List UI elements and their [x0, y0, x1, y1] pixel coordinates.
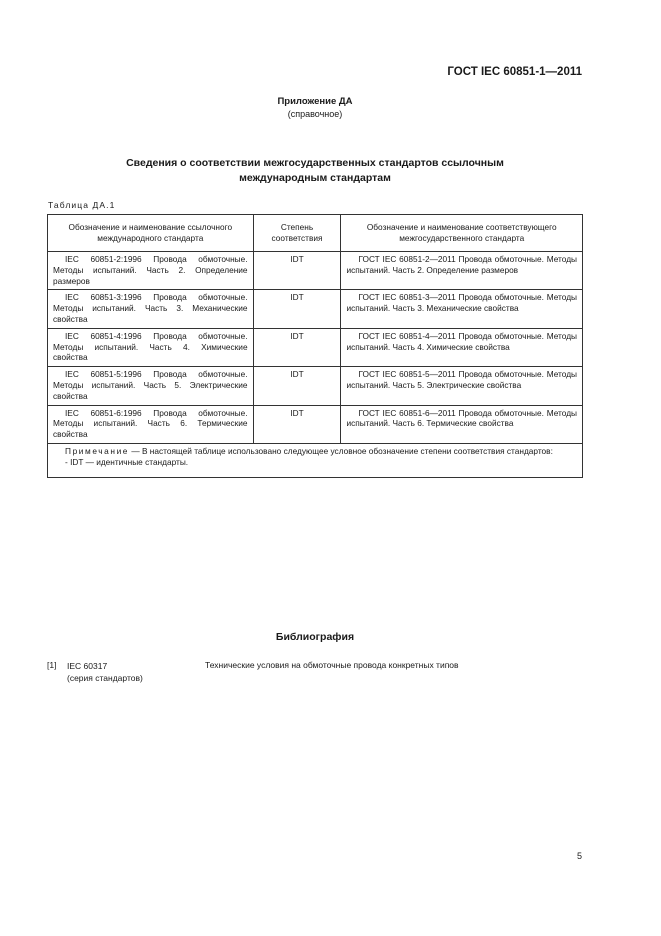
- table-row: [48, 328, 583, 366]
- table-row: [48, 367, 583, 405]
- cell-gost-standard: ГОСТ IEC 60851-5—2011 Провода обмоточные. Методы испытаний. Часть 5. Электрические свойства: [341, 367, 583, 405]
- header-intl-standard: [48, 215, 254, 252]
- cell-gost-standard: ГОСТ IEC 60851-2—2011 Провода обмоточные. Методы испытаний. Часть 2. Определение размеров: [341, 252, 583, 290]
- section-title: [90, 156, 540, 186]
- cell-gost-standard: ГОСТ IEC 60851-6—2011 Провода обмоточные. Методы испытаний. Часть 6. Термические свойства: [341, 405, 583, 443]
- cell-intl-standard: IEC 60851-3:1996 Провода обмоточные. Методы испытаний. Часть 3. Механические свойства: [48, 290, 254, 328]
- bib-entry-number: [1]: [47, 660, 57, 670]
- note-item: - IDT — идентичные стандарты.: [65, 456, 189, 467]
- cell-intl-standard: IEC 60851-6:1996 Провода обмоточные. Методы испытаний. Часть 6. Термические свойства: [48, 405, 254, 443]
- cell-degree: IDT: [253, 405, 341, 443]
- table-header-row: [48, 215, 583, 252]
- section-title-line2: международным стандартам: [239, 172, 391, 184]
- cell-gost-standard: ГОСТ IEC 60851-3—2011 Провода обмоточные. Методы испытаний. Часть 3. Механические свойства: [341, 290, 583, 328]
- bibliography-title: Библиография: [275, 631, 355, 643]
- cell-degree: IDT: [253, 290, 341, 328]
- bib-entry-description: Технические условия на обмоточные провода конкретных типов: [205, 660, 459, 670]
- header-text: соответствия: [271, 233, 323, 243]
- bib-series-text: (серия стандартов): [67, 673, 143, 683]
- table-row: [48, 290, 583, 328]
- header-text: международного стандарта: [97, 233, 204, 243]
- cell-intl-standard: IEC 60851-5:1996 Провода обмоточные. Методы испытаний. Часть 5. Электрические свойства: [48, 367, 254, 405]
- cell-degree: IDT: [253, 252, 341, 290]
- page-number: 5: [576, 851, 582, 861]
- note-text: [53, 446, 577, 457]
- header-degree: [253, 215, 341, 252]
- bib-code-text: IEC 60317: [67, 661, 108, 671]
- cell-degree: IDT: [253, 328, 341, 366]
- table-note-row: [48, 443, 583, 477]
- header-text: Обозначение и наименование ссылочного: [68, 222, 233, 233]
- cell-degree: IDT: [253, 367, 341, 405]
- cell-intl-standard: IEC 60851-4:1996 Провода обмоточные. Методы испытаний. Часть 4. Химические свойства: [48, 328, 254, 366]
- bib-entry-code: [67, 660, 143, 684]
- header-text: межгосударственного стандарта: [399, 233, 525, 243]
- table-row: [48, 252, 583, 290]
- header-gost-standard: [341, 215, 583, 252]
- document-id: ГОСТ IEC 60851-1—2011: [447, 66, 582, 78]
- annex-title: Приложение ДА: [277, 96, 353, 107]
- cell-gost-standard: ГОСТ IEC 60851-4—2011 Провода обмоточные. Методы испытаний. Часть 4. Химические свойства: [341, 328, 583, 366]
- table-note: [48, 443, 583, 477]
- header-text: Степень: [280, 222, 314, 233]
- header-text: Обозначение и наименование соответствующего: [366, 222, 557, 233]
- note-body: — В настоящей таблице использовано следующее условное обозначение степени соответствия стандартов:: [129, 445, 553, 456]
- section-title-line1: Сведения о соответствии межгосударственных стандартов ссылочным: [126, 157, 504, 169]
- cell-intl-standard: IEC 60851-2:1996 Провода обмоточные. Методы испытаний. Часть 2. Определение размеров: [48, 252, 254, 290]
- note-label: Примечание: [65, 445, 130, 456]
- annex-subtitle: (справочное): [287, 109, 343, 119]
- table-caption: Таблица ДА.1: [48, 200, 116, 210]
- table-row: [48, 405, 583, 443]
- correspondence-table: [47, 214, 583, 478]
